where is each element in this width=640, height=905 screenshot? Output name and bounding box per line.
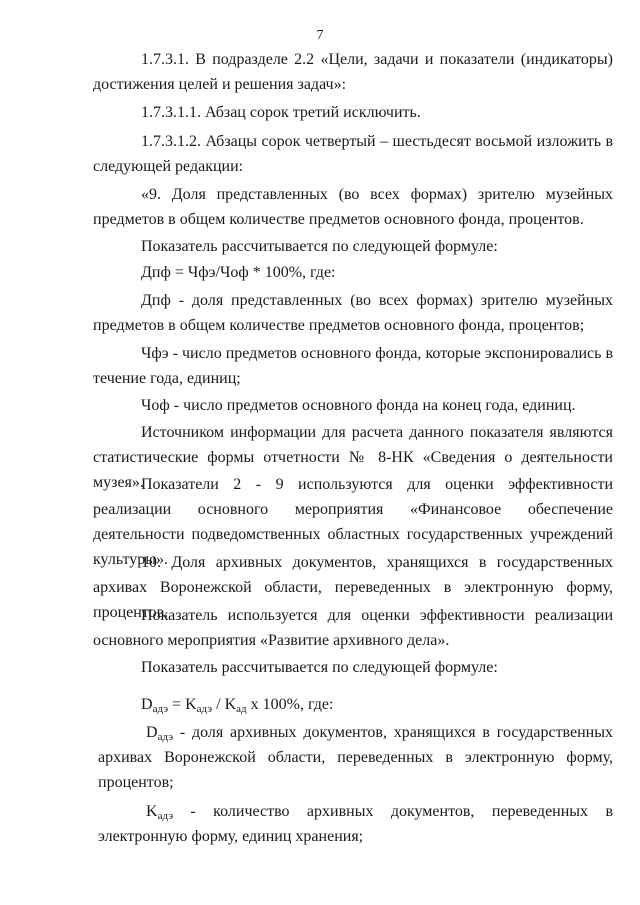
formula-dade (141, 692, 333, 717)
paragraph-formula-intro-2: Показатель рассчитывается по следующей формуле: (141, 659, 498, 676)
definition-kade-subscript: адэ (157, 810, 174, 822)
formula-d-symbol: D (141, 696, 153, 713)
paragraph-information-source: Источником информации для расчета данного показателя являются статистические формы отчетности № 8-НК «Сведения о деятельности музея». (93, 424, 613, 491)
definition-dade-subscript: адэ (157, 731, 174, 743)
paragraph-1-7-3-1-1: 1.7.3.1.1. Абзац сорок третий исключить. (141, 104, 421, 121)
formula-tail: x 100%, где: (246, 696, 334, 713)
definition-dade-text: - доля архивных документов, хранящихся в государственных архивах Воронежской области, переведенных в электронную форму, процентов; (98, 724, 613, 791)
definition-dade-symbol: D (146, 724, 158, 741)
definition-kade (98, 799, 613, 849)
paragraph-1-7-3-1-2: 1.7.3.1.2. Абзацы сорок четвертый – шестьдесят восьмой изложить в следующей редакции: (93, 133, 613, 175)
definition-kade-text: - количество архивных документов, переведенных в электронную форму, единиц хранения; (98, 803, 613, 845)
formula-slash: / (212, 696, 225, 713)
definition-dpf: Дпф - доля представленных (во всех формах) зрителю музейных предметов в общем количестве предметов основного фонда, процентов; (93, 292, 613, 334)
formula-k-symbol: K (185, 696, 197, 713)
formula-equals: = (168, 696, 186, 713)
formula-k2-symbol: K (224, 696, 237, 713)
definition-chfe: Чфэ - число предметов основного фонда, которые экспонировались в течение года, единиц; (93, 345, 613, 387)
definition-chof: Чоф - число предметов основного фонда на конец года, единиц. (141, 397, 576, 414)
formula-d-subscript: адэ (152, 703, 169, 715)
paragraph-indicator-10: 10. Доля архивных документов, хранящихся в государственных архивах Воронежской области, переведенных в электронную форму, процентов. (93, 554, 613, 621)
paragraph-formula-intro-1: Показатель рассчитывается по следующей формуле: (141, 238, 498, 255)
paragraph-indicator-usage: Показатель используется для оценки эффективности реализации основного мероприятия «Развитие архивного дела». (93, 607, 613, 649)
formula-k-subscript: адэ (196, 703, 213, 715)
page-number: 7 (316, 28, 324, 43)
formula-dpf: Дпф = Чфэ/Чоф * 100%, где: (141, 264, 336, 281)
definition-kade-symbol: K (146, 803, 158, 820)
paragraph-indicators-2-9: Показатели 2 - 9 используются для оценки эффективности реализации основного мероприятия «Финансовое обеспечение деятельности подведомственных областных государственных учреждений культуры». (93, 476, 613, 568)
paragraph-1-7-3-1: 1.7.3.1. В подразделе 2.2 «Цели, задачи и показатели (индикаторы) достижения целей и решения задач»: (93, 51, 613, 93)
paragraph-indicator-9: «9. Доля представленных (во всех формах) зрителю музейных предметов в общем количестве предметов основного фонда, процентов. (93, 186, 613, 228)
definition-dade (98, 720, 613, 795)
formula-k2-subscript: ад (236, 703, 247, 715)
